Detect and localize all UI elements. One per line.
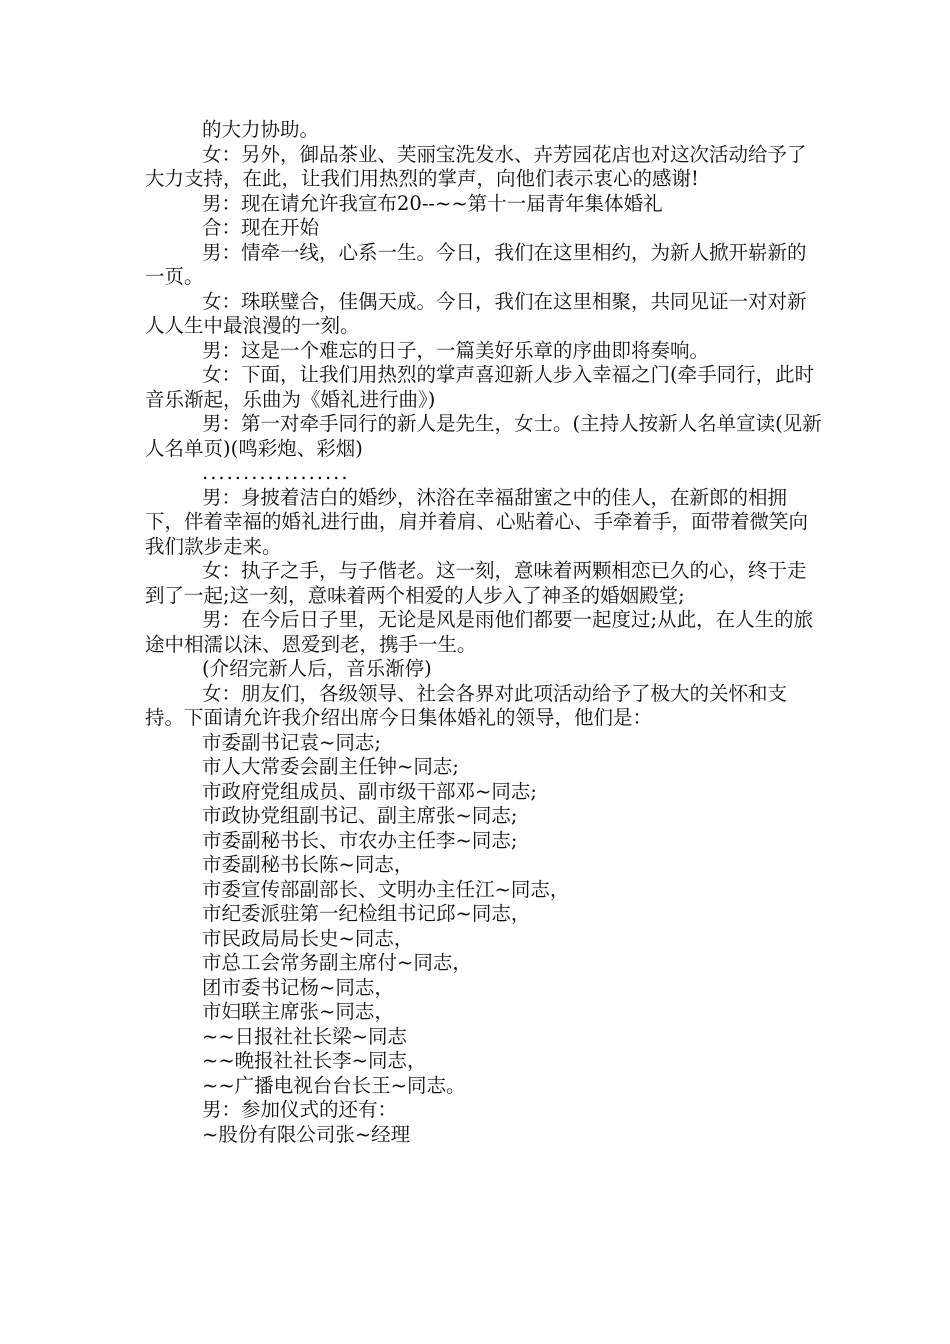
paragraph: 女：朋友们，各级领导、社会各界对此项活动给予了极大的关怀和支持。下面请允许我介绍出席今日集体婚礼的领导，他们是： [145,681,788,729]
leader-list-item: 市委副秘书长、市农办主任李~同志; [202,828,518,852]
paragraph: 男：身披着洁白的婚纱，沐浴在幸福甜蜜之中的佳人，在新郎的相拥下，伴着幸福的婚礼进行曲，肩并着肩、心贴着心、手牵着手，面带着微笑向我们款步走来。 [145,485,809,558]
paragraph: 男：这是一个难忘的日子，一篇美好乐章的序曲即将奏响。 [202,338,710,362]
paragraph: 男：情牵一线，心系一生。今日，我们在这里相约，为新人掀开崭新的一页。 [145,240,807,288]
paragraph: 女：下面，让我们用热烈的掌声喜迎新人步入幸福之门(牵手同行，此时音乐渐起，乐曲为《婚礼进行曲》) [145,363,815,411]
leader-list-item: ~~日报社社长梁~同志 [202,1024,408,1048]
paragraph: 合：现在开始 [202,216,320,239]
leader-list-item: 市人大常委会副主任钟~同志; [202,755,459,778]
leader-list-item: 市纪委派驻第一纪检组书记邱~同志， [202,902,531,925]
leader-list-item: 市委副秘书长陈~同志， [202,853,414,876]
guest-list-item: ~股份有限公司张~经理 [202,1122,411,1146]
leader-list-item: 市民政局局长史~同志， [202,926,414,950]
paragraph: 女：执子之手，与子偕老。这一刻，意味着两颗相恋已久的心，终于走到了一起;这一刻，意味着两个相爱的人步入了神圣的婚姻殿堂; [145,559,807,607]
leader-list-item: ~~晚报社社长李~同志， [202,1049,427,1072]
leader-list-item: 市妇联主席张~同志， [202,1000,394,1023]
paragraph: (介绍完新人后，音乐渐停) [202,657,432,680]
paragraph: 男：在今后日子里，无论是风是雨他们都要一起度过;从此，在人生的旅途中相濡以沫、恩爱到老，携手一生。 [145,608,814,656]
leader-list-item: 市政协党组副书记、副主席张~同志; [202,804,518,827]
leader-list-item: 市总工会常务副主席付~同志， [202,951,472,974]
paragraph: 女：珠联璧合，佳偶天成。今日，我们在这里相聚，共同见证一对对新人人生中最浪漫的一刻。 [145,289,807,337]
paragraph: 男：参加仪式的还有： [202,1098,398,1121]
ellipsis-line: .................. [202,461,350,484]
document-page [145,118,825,1147]
leader-list-item: 团市委书记杨~同志， [202,975,394,999]
leader-list-item: 市政府党组成员、副市级干部邓~同志; [202,779,537,803]
paragraph: 的大力协助。 [202,118,320,141]
paragraph: 男：第一对牵手同行的新人是先生，女士。(主持人按新人名单宣读(见新人名单页)(鸣彩炮、彩烟) [145,412,822,460]
leader-list-item: ~~广播电视台台长王~同志。 [202,1073,466,1097]
paragraph: 男：现在请允许我宣布20--~~第十一届青年集体婚礼 [202,191,663,215]
leader-list-item: 市委宣传部副部长、文明办主任江~同志， [202,877,570,901]
paragraph: 女：另外，御品茶业、芙丽宝洗发水、卉芳园花店也对这次活动给予了大力支持，在此，让我们用热烈的掌声，向他们表示衷心的感谢! [145,142,807,190]
leader-list-item: 市委副书记袁~同志; [202,730,381,754]
